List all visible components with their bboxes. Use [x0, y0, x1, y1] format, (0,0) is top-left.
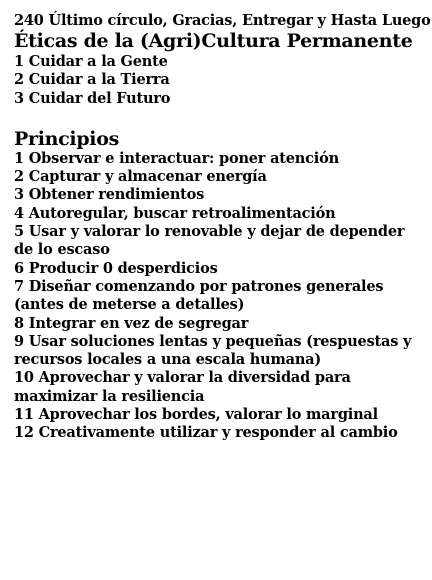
ethics-item: 3 Cuidar del Futuro [14, 89, 171, 107]
ethics-title: Éticas de la (Agri)Cultura Permanente [14, 30, 413, 52]
principle-item: 4 Autoregular, buscar retroalimentación [14, 204, 336, 222]
document-page [14, 12, 431, 443]
principle-item: 2 Capturar y almacenar energía [14, 168, 267, 186]
principle-item: 8 Integrar en vez de segregar [14, 314, 249, 332]
principle-item: 9 Usar soluciones lentas y pequeñas (respuestas y recursos locales a una escala humana) [14, 332, 412, 369]
ethics-list [14, 53, 418, 108]
ethics-item: 2 Cuidar a la Tierra [14, 71, 170, 89]
principle-item: 5 Usar y valorar lo renovable y dejar de depender de lo escaso [14, 223, 405, 259]
principle-item: 7 Diseñar comenzando por patrones generales (antes de meterse a detalles) [14, 277, 384, 314]
principle-item: 10 Aprovechar y valorar la diversidad para maximizar la resiliencia [14, 369, 351, 405]
principle-item: 6 Producir 0 desperdicios [14, 259, 218, 277]
section-spacer [14, 108, 418, 126]
principle-item: 12 Creativamente utilizar y responder al cambio [14, 424, 398, 442]
principle-item: 1 Observar e interactuar: poner atención [14, 149, 339, 167]
page-header-line: 240 Último círculo, Gracias, Entregar y Hasta Luego [14, 12, 431, 29]
principles-list [14, 150, 418, 443]
principles-title: Principios [14, 127, 119, 150]
ethics-item: 1 Cuidar a la Gente [14, 53, 168, 70]
principle-item: 11 Aprovechar los bordes, valorar lo marginal [14, 406, 378, 424]
principle-item: 3 Obtener rendimientos [14, 186, 205, 204]
